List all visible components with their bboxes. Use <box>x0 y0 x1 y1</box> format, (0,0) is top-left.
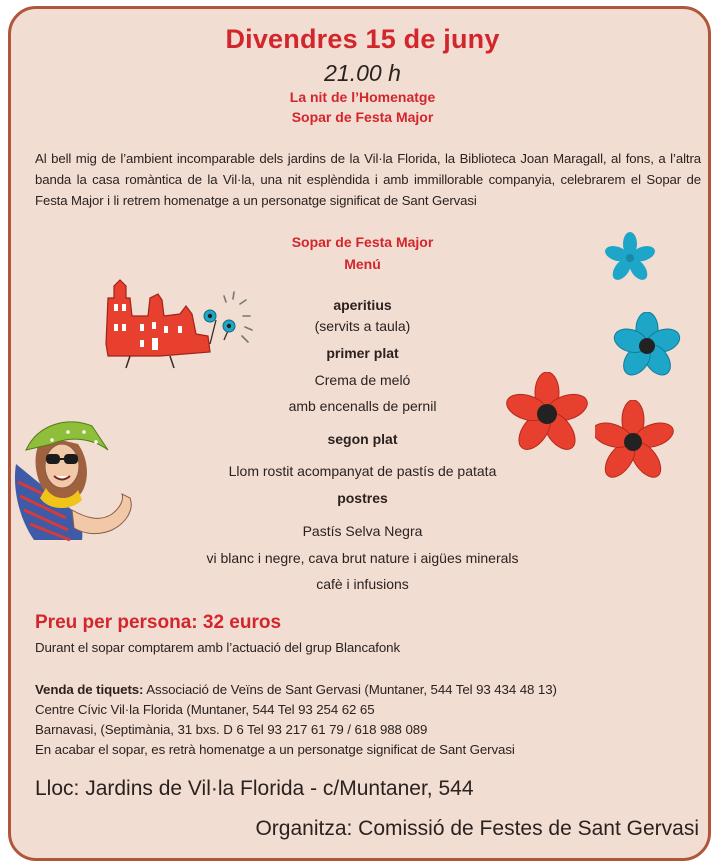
menu-section-postres: postres <box>337 490 388 506</box>
flower-icon <box>595 400 675 495</box>
menu-section-segon-plat: segon plat <box>327 431 398 447</box>
venue-label: Lloc: Jardins de Vil·la Florida - c/Muntaner, 544 <box>35 777 474 800</box>
woman-illustration <box>12 410 137 545</box>
building-illustration <box>100 276 270 376</box>
event-subtitle: La nit de l’Homenatge <box>289 89 436 105</box>
menu-item: cafè i infusions <box>316 576 409 592</box>
event-subtitle-2: Sopar de Festa Major <box>291 109 434 125</box>
menu-item: (servits a taula) <box>314 318 411 334</box>
menu-item: Crema de meló <box>314 372 411 388</box>
menu-section-primer-plat: primer plat <box>326 345 399 361</box>
menu-item: Pastís Selva Negra <box>302 523 423 539</box>
page-title: Divendres 15 de juny <box>225 24 500 54</box>
tickets-line-3: Barnavasi, (Septimània, 31 bxs. D 6 Tel 93 217 61 79 / 618 988 089 <box>35 722 428 737</box>
intro-paragraph: Al bell mig de l’ambient incomparable dels jardins de la Vil·la Florida, la Biblioteca Joan Maragall, al fons, a l’altra banda la casa romàntica de la Vil·la, una nit esplèndida i amb immillorable companyia, celebrarem el Sopar de Festa Major i li retrem homenatge a un personatge significat de Sant Gervasi <box>35 151 701 208</box>
menu-subheading: Menú <box>344 256 381 272</box>
price-note: Durant el sopar comptarem amb l’actuació del grup Blancafonk <box>35 640 401 655</box>
organizer-label: Organitza: Comissió de Festes de Sant Gervasi <box>255 817 699 840</box>
event-time: 21.00 h <box>324 60 401 86</box>
flower-icon <box>505 372 600 460</box>
price-label: Preu per persona: 32 euros <box>35 612 282 633</box>
menu-item: vi blanc i negre, cava brut nature i aigües minerals <box>206 550 519 566</box>
flower-icon <box>600 232 660 282</box>
tickets-line-1 <box>35 682 557 697</box>
tickets-label: Venda de tiquets: <box>35 682 144 697</box>
tickets-text: Associació de Veïns de Sant Gervasi (Muntaner, 544 Tel 93 434 48 13) <box>143 682 557 697</box>
flower-icon <box>602 312 692 382</box>
menu-item: amb encenalls de pernil <box>288 398 437 414</box>
menu-heading: Sopar de Festa Major <box>291 234 434 250</box>
tickets-line-4: En acabar el sopar, es retrà homenatge a un personatge significat de Sant Gervasi <box>35 742 515 757</box>
tickets-line-2: Centre Cívic Vil·la Florida (Muntaner, 544 Tel 93 254 62 65 <box>35 702 375 717</box>
menu-section-aperitius: aperitius <box>333 297 392 313</box>
menu-item: Llom rostit acompanyat de pastís de patata <box>228 463 497 479</box>
